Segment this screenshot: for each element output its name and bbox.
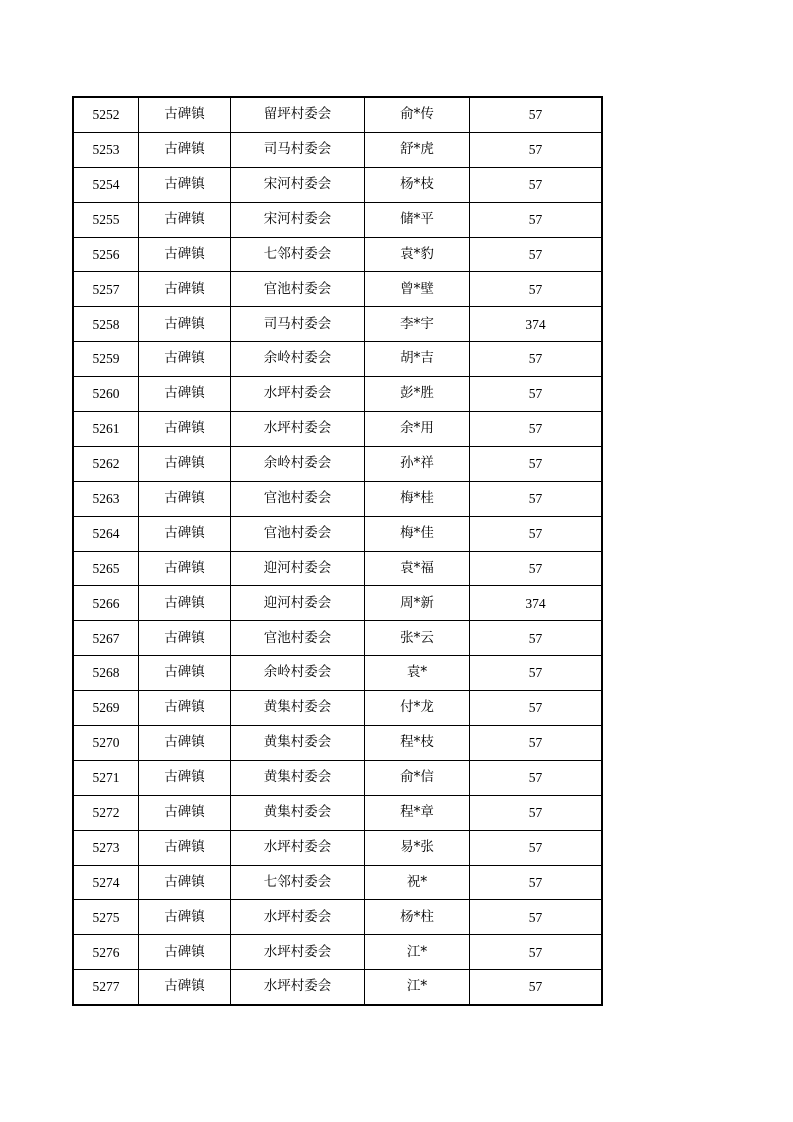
village-committee-cell: 官池村委会 xyxy=(231,481,365,516)
amount-cell: 57 xyxy=(470,97,603,132)
serial-number-cell: 5257 xyxy=(73,272,139,307)
amount-cell: 57 xyxy=(470,970,603,1005)
amount-cell: 57 xyxy=(470,272,603,307)
village-committee-cell: 余岭村委会 xyxy=(231,342,365,377)
table-row xyxy=(73,377,602,412)
village-committee-cell: 水坪村委会 xyxy=(231,412,365,447)
person-name-cell: 胡*吉 xyxy=(365,342,470,377)
serial-number-cell: 5261 xyxy=(73,412,139,447)
table-body xyxy=(73,97,602,1005)
serial-number-cell: 5260 xyxy=(73,377,139,412)
amount-cell: 57 xyxy=(470,656,603,691)
town-cell: 古碑镇 xyxy=(139,900,231,935)
amount-cell: 57 xyxy=(470,726,603,761)
amount-cell: 57 xyxy=(470,691,603,726)
table-row xyxy=(73,237,602,272)
town-cell: 古碑镇 xyxy=(139,167,231,202)
person-name-cell: 梅*桂 xyxy=(365,481,470,516)
amount-cell: 57 xyxy=(470,551,603,586)
person-name-cell: 付*龙 xyxy=(365,691,470,726)
table-row xyxy=(73,586,602,621)
table-row xyxy=(73,621,602,656)
village-committee-cell: 司马村委会 xyxy=(231,132,365,167)
village-committee-cell: 七邻村委会 xyxy=(231,865,365,900)
table-row xyxy=(73,97,602,132)
town-cell: 古碑镇 xyxy=(139,446,231,481)
town-cell: 古碑镇 xyxy=(139,865,231,900)
person-name-cell: 彭*胜 xyxy=(365,377,470,412)
village-committee-cell: 宋河村委会 xyxy=(231,167,365,202)
person-name-cell: 袁*福 xyxy=(365,551,470,586)
amount-cell: 57 xyxy=(470,237,603,272)
town-cell: 古碑镇 xyxy=(139,621,231,656)
person-name-cell: 袁* xyxy=(365,656,470,691)
table-row xyxy=(73,656,602,691)
town-cell: 古碑镇 xyxy=(139,691,231,726)
table-row xyxy=(73,342,602,377)
person-name-cell: 周*新 xyxy=(365,586,470,621)
serial-number-cell: 5272 xyxy=(73,795,139,830)
amount-cell: 57 xyxy=(470,412,603,447)
town-cell: 古碑镇 xyxy=(139,132,231,167)
table-row xyxy=(73,691,602,726)
town-cell: 古碑镇 xyxy=(139,97,231,132)
table-row xyxy=(73,551,602,586)
person-name-cell: 张*云 xyxy=(365,621,470,656)
village-committee-cell: 水坪村委会 xyxy=(231,935,365,970)
serial-number-cell: 5273 xyxy=(73,830,139,865)
table-row xyxy=(73,935,602,970)
person-name-cell: 杨*枝 xyxy=(365,167,470,202)
village-committee-cell: 水坪村委会 xyxy=(231,970,365,1005)
amount-cell: 57 xyxy=(470,900,603,935)
table-row xyxy=(73,795,602,830)
serial-number-cell: 5262 xyxy=(73,446,139,481)
village-committee-cell: 余岭村委会 xyxy=(231,446,365,481)
serial-number-cell: 5252 xyxy=(73,97,139,132)
town-cell: 古碑镇 xyxy=(139,935,231,970)
village-committee-cell: 余岭村委会 xyxy=(231,656,365,691)
person-name-cell: 曾*壁 xyxy=(365,272,470,307)
village-committee-cell: 黄集村委会 xyxy=(231,691,365,726)
village-committee-cell: 司马村委会 xyxy=(231,307,365,342)
amount-cell: 374 xyxy=(470,307,603,342)
serial-number-cell: 5276 xyxy=(73,935,139,970)
town-cell: 古碑镇 xyxy=(139,586,231,621)
town-cell: 古碑镇 xyxy=(139,760,231,795)
serial-number-cell: 5269 xyxy=(73,691,139,726)
person-name-cell: 江* xyxy=(365,935,470,970)
amount-cell: 57 xyxy=(470,795,603,830)
village-committee-cell: 七邻村委会 xyxy=(231,237,365,272)
village-committee-cell: 迎河村委会 xyxy=(231,551,365,586)
person-name-cell: 程*枝 xyxy=(365,726,470,761)
town-cell: 古碑镇 xyxy=(139,516,231,551)
amount-cell: 57 xyxy=(470,202,603,237)
table-row xyxy=(73,760,602,795)
amount-cell: 57 xyxy=(470,377,603,412)
town-cell: 古碑镇 xyxy=(139,970,231,1005)
serial-number-cell: 5263 xyxy=(73,481,139,516)
village-committee-cell: 水坪村委会 xyxy=(231,830,365,865)
table-row xyxy=(73,132,602,167)
person-name-cell: 俞*传 xyxy=(365,97,470,132)
town-cell: 古碑镇 xyxy=(139,481,231,516)
town-cell: 古碑镇 xyxy=(139,795,231,830)
serial-number-cell: 5267 xyxy=(73,621,139,656)
village-committee-cell: 官池村委会 xyxy=(231,621,365,656)
person-name-cell: 袁*豹 xyxy=(365,237,470,272)
town-cell: 古碑镇 xyxy=(139,237,231,272)
serial-number-cell: 5253 xyxy=(73,132,139,167)
town-cell: 古碑镇 xyxy=(139,412,231,447)
serial-number-cell: 5264 xyxy=(73,516,139,551)
town-cell: 古碑镇 xyxy=(139,551,231,586)
person-name-cell: 程*章 xyxy=(365,795,470,830)
town-cell: 古碑镇 xyxy=(139,656,231,691)
table-row xyxy=(73,167,602,202)
village-committee-cell: 宋河村委会 xyxy=(231,202,365,237)
person-name-cell: 江* xyxy=(365,970,470,1005)
serial-number-cell: 5274 xyxy=(73,865,139,900)
village-committee-cell: 水坪村委会 xyxy=(231,377,365,412)
serial-number-cell: 5275 xyxy=(73,900,139,935)
person-name-cell: 舒*虎 xyxy=(365,132,470,167)
town-cell: 古碑镇 xyxy=(139,202,231,237)
table-row xyxy=(73,272,602,307)
town-cell: 古碑镇 xyxy=(139,830,231,865)
serial-number-cell: 5255 xyxy=(73,202,139,237)
data-table xyxy=(72,96,603,1006)
serial-number-cell: 5271 xyxy=(73,760,139,795)
amount-cell: 57 xyxy=(470,481,603,516)
village-committee-cell: 黄集村委会 xyxy=(231,726,365,761)
village-committee-cell: 官池村委会 xyxy=(231,272,365,307)
amount-cell: 57 xyxy=(470,446,603,481)
amount-cell: 57 xyxy=(470,132,603,167)
town-cell: 古碑镇 xyxy=(139,307,231,342)
table-row xyxy=(73,202,602,237)
amount-cell: 57 xyxy=(470,621,603,656)
table-row xyxy=(73,830,602,865)
serial-number-cell: 5277 xyxy=(73,970,139,1005)
table-row xyxy=(73,900,602,935)
person-name-cell: 余*用 xyxy=(365,412,470,447)
amount-cell: 57 xyxy=(470,935,603,970)
village-committee-cell: 水坪村委会 xyxy=(231,900,365,935)
amount-cell: 374 xyxy=(470,586,603,621)
table-row xyxy=(73,516,602,551)
serial-number-cell: 5254 xyxy=(73,167,139,202)
village-committee-cell: 官池村委会 xyxy=(231,516,365,551)
table-row xyxy=(73,865,602,900)
town-cell: 古碑镇 xyxy=(139,726,231,761)
serial-number-cell: 5259 xyxy=(73,342,139,377)
person-name-cell: 孙*祥 xyxy=(365,446,470,481)
table-row xyxy=(73,970,602,1005)
person-name-cell: 祝* xyxy=(365,865,470,900)
person-name-cell: 李*宇 xyxy=(365,307,470,342)
amount-cell: 57 xyxy=(470,342,603,377)
person-name-cell: 易*张 xyxy=(365,830,470,865)
village-committee-cell: 黄集村委会 xyxy=(231,760,365,795)
village-committee-cell: 黄集村委会 xyxy=(231,795,365,830)
village-committee-cell: 留坪村委会 xyxy=(231,97,365,132)
serial-number-cell: 5265 xyxy=(73,551,139,586)
table-row xyxy=(73,726,602,761)
person-name-cell: 储*平 xyxy=(365,202,470,237)
serial-number-cell: 5268 xyxy=(73,656,139,691)
amount-cell: 57 xyxy=(470,865,603,900)
amount-cell: 57 xyxy=(470,830,603,865)
serial-number-cell: 5270 xyxy=(73,726,139,761)
town-cell: 古碑镇 xyxy=(139,272,231,307)
amount-cell: 57 xyxy=(470,167,603,202)
serial-number-cell: 5266 xyxy=(73,586,139,621)
table-row xyxy=(73,481,602,516)
table-row xyxy=(73,307,602,342)
serial-number-cell: 5256 xyxy=(73,237,139,272)
person-name-cell: 俞*信 xyxy=(365,760,470,795)
amount-cell: 57 xyxy=(470,760,603,795)
person-name-cell: 梅*佳 xyxy=(365,516,470,551)
town-cell: 古碑镇 xyxy=(139,342,231,377)
town-cell: 古碑镇 xyxy=(139,377,231,412)
serial-number-cell: 5258 xyxy=(73,307,139,342)
person-name-cell: 杨*柱 xyxy=(365,900,470,935)
table-row xyxy=(73,446,602,481)
village-committee-cell: 迎河村委会 xyxy=(231,586,365,621)
table-row xyxy=(73,412,602,447)
amount-cell: 57 xyxy=(470,516,603,551)
